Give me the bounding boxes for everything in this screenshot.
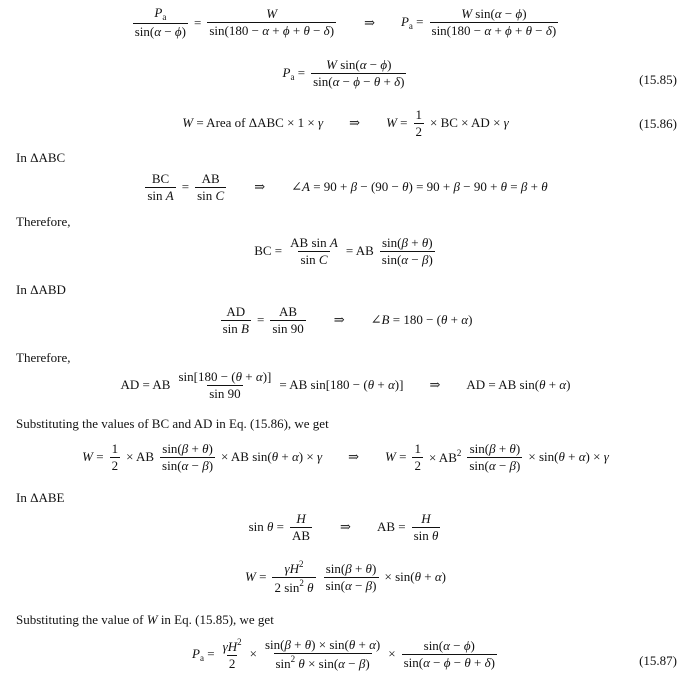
paragraph-text: In ΔABC [16,150,66,165]
equation-row-1: $\frac{P_a}{\sin(\alpha - \phi)}$ = $\frac{W}{\sin(180 - \alpha + \phi + \theta - \delta)}$ ⇒ $P_a$ = $\frac{\text{W sin(α − ϕ)}}{\sin(180 - \alpha + \phi + \theta - \delta)}$ [134,5,557,40]
equation-w-final: W = $\frac{\gamma H^2}{2 \sin^2 \theta}$ $\frac{\sin(\beta + \theta)}{\sin(\alpha - \beta)}$ × sin(θ + α) [245,559,446,595]
equation-number: (15.86) [639,116,677,131]
equation-number: (15.85) [639,72,677,87]
equation-abe: sin θ = $\frac{H}{AB}$ ⇒ AB = $\frac{H}{\text{sin θ}}$ [248,511,439,543]
paragraph-text: Substituting the value of W in Eq. (15.85), we get [16,612,274,627]
equation-ad: AD = AB $\frac{\sin[180 - (\theta + \alpha)]}{\sin 90}$ = AB sin[180 − (θ + α)] ⇒ AD = AB sin(θ + α) [120,369,571,401]
fraction: $\frac{W}{\sin(180 - \alpha + \phi + \theta - \delta)}$ [209,6,335,39]
paragraph-text: Therefore, [16,350,71,365]
equation-15-86: W = Area of ΔABC × 1 × γ ⇒ W = $\frac{1}{2}$ × BC × AD × γ [182,107,509,139]
equation-abd: $\frac{AD}{\text{sin B}}$ = $\frac{AB}{\sin 90}$ ⇒ ∠B = 180 − (θ + α) [222,304,473,336]
paragraph-text: Substituting the values of BC and AD in Eq. (15.86), we get [16,416,329,431]
equation-abc: $\frac{BC}{\text{sin A}}$ = $\frac{AB}{\text{sin C}}$ ⇒ ∠A = 90 + β − (90 − θ) = 90 + β − 90 + θ = β + θ [147,171,548,203]
equation-w: W = $\frac{1}{2}$ × AB $\frac{\sin(\beta + \theta)}{\sin(\alpha - \beta)}$ × AB sin(θ + α) × γ ⇒ W = $\frac{1}{2}$ × $AB^2$ $\frac{\sin(\beta + \theta)}{\sin(\alpha - \beta)}$ × sin(θ + α) × γ [82,441,609,473]
fraction: $\frac{P_a}{\sin(\alpha - \phi)}$ [134,5,186,40]
equation-bc: BC = $\frac{\text{AB sin A}}{\text{sin C}}$ = AB $\frac{\sin(\beta + \theta)}{\sin(\alpha - \beta)}$ [254,235,433,267]
paragraph-text: In ΔABD [16,282,66,297]
equation-15-87: $P_a$ = $\frac{\gamma H^2}{2}$ × $\frac{\sin(\beta + \theta) \times \sin(\theta + \alpha)}{\sin^2 \theta \times \sin(\alpha - \beta)}$ × $\frac{\sin(\alpha - \phi)}{\sin(\alpha - \phi - \theta + \delta)}$ [192,637,495,671]
paragraph-text: Therefore, [16,214,71,229]
paragraph-text: In ΔABE [16,490,65,505]
fraction: $\frac{\text{W sin(α − ϕ)}}{\sin(180 - \alpha + \phi + \theta - \delta)}$ [431,6,557,39]
equation-15-85: $P_a$ = $\frac{\text{W sin(α − ϕ)}}{\sin(\alpha - \phi - \theta + \delta)}$ [282,57,405,89]
equation-number: (15.87) [639,653,677,668]
